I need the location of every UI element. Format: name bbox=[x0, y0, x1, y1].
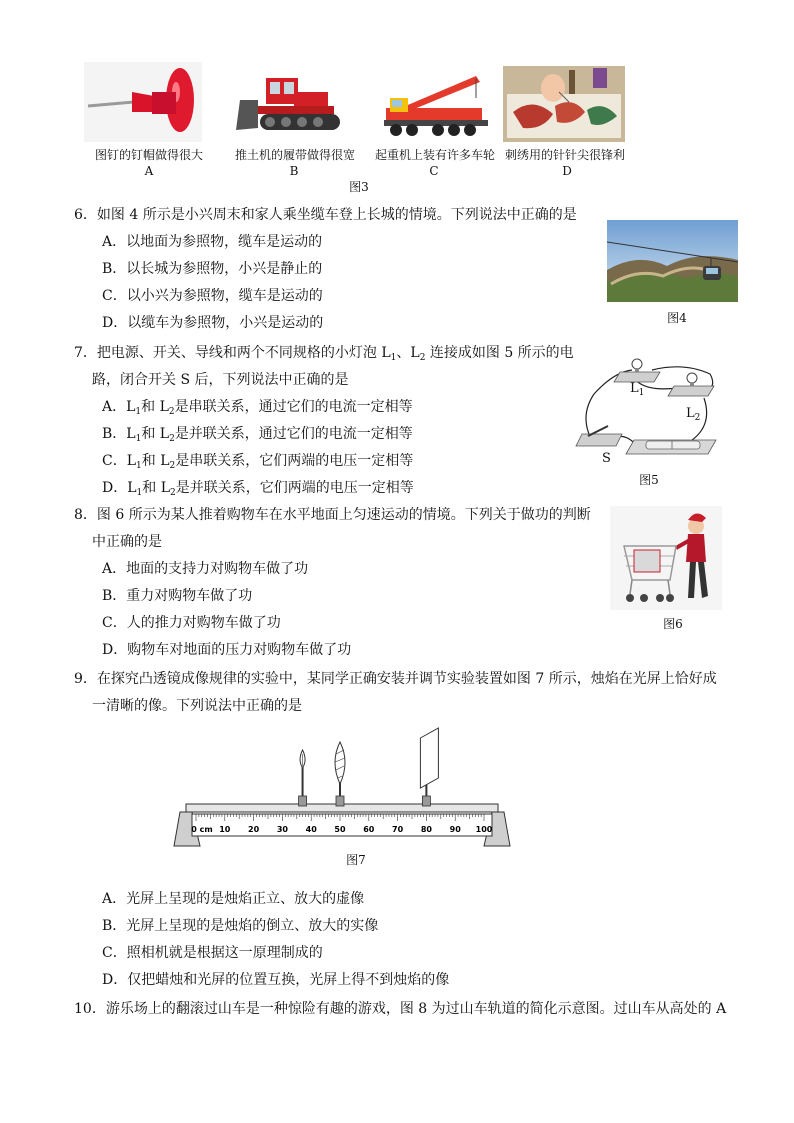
convex-lens bbox=[335, 742, 345, 806]
ruler-label: 100 bbox=[475, 825, 493, 834]
q8-option-a: A．地面的支持力对购物车做了功 bbox=[102, 561, 309, 577]
fig3-caption-c: 起重机上装有许多车轮 bbox=[374, 148, 495, 162]
bulldozer-image bbox=[236, 70, 346, 136]
q6-option-b: B．以长城为参照物，小兴是静止的 bbox=[102, 261, 323, 277]
q8-stem-line2: 中正确的是 bbox=[92, 534, 162, 550]
q6-option-c: C．以小兴为参照物，缆车是运动的 bbox=[102, 288, 323, 304]
q8-option-b: B．重力对购物车做了功 bbox=[102, 588, 253, 604]
ruler-label: 70 bbox=[392, 825, 404, 834]
q6-option-d: D．以缆车为参照物，小兴是运动的 bbox=[102, 315, 324, 331]
fig6-label: 图6 bbox=[663, 617, 683, 631]
q9-option-d: D．仅把蜡烛和光屏的位置互换，光屏上得不到烛焰的像 bbox=[102, 972, 450, 988]
pushpin-image bbox=[84, 62, 202, 142]
ruler-label: 10 bbox=[219, 825, 231, 834]
crane-image bbox=[376, 70, 494, 140]
q9-option-b: B．光屏上呈现的是烛焰的倒立、放大的实像 bbox=[102, 918, 379, 934]
fig3-letter-a: A bbox=[144, 164, 154, 178]
q9-stem-line1: 9．在探究凸透镜成像规律的实验中，某同学正确安装并调节实验装置如图 7 所示，烛焰在光屏上恰好成 bbox=[74, 671, 717, 687]
ruler-label: 50 bbox=[334, 825, 346, 834]
fig5-l2-label: $L_2$ bbox=[686, 406, 701, 423]
q9-option-c: C．照相机就是根据这一原理制成的 bbox=[102, 945, 323, 961]
q8-option-d: D．购物车对地面的压力对购物车做了功 bbox=[102, 642, 352, 658]
fig4-label: 图4 bbox=[667, 311, 687, 325]
fig3-letter-d: D bbox=[562, 164, 572, 178]
fig7-label: 图7 bbox=[346, 853, 366, 867]
q7-option-b: B．$L_1$和 $L_2$是并联关系，通过它们的电流一定相等 bbox=[102, 426, 413, 444]
q7-option-d: D．$L_1$和 $L_2$是并联关系，它们两端的电压一定相等 bbox=[102, 480, 414, 498]
ruler-label: 20 bbox=[248, 825, 260, 834]
fig3-letter-c: C bbox=[429, 164, 439, 178]
ruler-label: 90 bbox=[449, 825, 461, 834]
ruler-label: 30 bbox=[276, 825, 288, 834]
q10-stem: 10．游乐场上的翻滚过山车是一种惊险有趣的游戏，图 8 为过山车轨道的简化示意图。过山车从高处的 A bbox=[74, 1001, 727, 1017]
q9-option-a: A．光屏上呈现的是烛焰正立、放大的虚像 bbox=[102, 891, 365, 907]
q6-option-a: A．以地面为参照物，缆车是运动的 bbox=[102, 234, 323, 250]
q8-option-c: C．人的推力对购物车做了功 bbox=[102, 615, 281, 631]
ruler-label: 0 cm bbox=[191, 825, 213, 834]
light-screen bbox=[420, 728, 438, 806]
ruler-label: 60 bbox=[363, 825, 375, 834]
q7-stem-line2: 路，闭合开关 S 后，下列说法中正确的是 bbox=[92, 372, 349, 388]
fig3-letter-b: B bbox=[289, 164, 299, 178]
cable-car-great-wall-image bbox=[607, 220, 738, 302]
optical-bench-diagram bbox=[172, 724, 512, 850]
fig3-caption-d: 刺绣用的针针尖很锋利 bbox=[504, 148, 625, 162]
q6-stem: 6．如图 4 所示是小兴周末和家人乘坐缆车登上长城的情境。下列说法中正确的是 bbox=[74, 207, 577, 223]
fig3-caption-b: 推土机的履带做得很宽 bbox=[234, 148, 355, 162]
fig5-s-label: S bbox=[602, 451, 611, 466]
q9-stem-line2: 一清晰的像。下列说法中正确的是 bbox=[92, 698, 302, 714]
q7-option-a: A．$L_1$和 $L_2$是串联关系，通过它们的电流一定相等 bbox=[102, 399, 413, 417]
fig3-caption-a: 图钉的钉帽做得很大 bbox=[94, 148, 203, 162]
shopping-cart-image bbox=[610, 506, 722, 610]
ruler-label: 80 bbox=[420, 825, 432, 834]
embroidery-image bbox=[503, 66, 625, 142]
q7-option-c: C．$L_1$和 $L_2$是串联关系，它们两端的电压一定相等 bbox=[102, 453, 414, 471]
ruler-label: 40 bbox=[305, 825, 317, 834]
candle bbox=[299, 750, 307, 806]
fig5-label: 图5 bbox=[639, 473, 659, 487]
q7-stem-line1: 7．把电源、开关、导线和两个不同规格的小灯泡 $L_1$、$L_2$ 连接成如图 5 所示的电 bbox=[74, 345, 574, 363]
fig5-l1-label: $L_1$ bbox=[630, 381, 645, 398]
q8-stem-line1: 8．图 6 所示为某人推着购物车在水平地面上匀速运动的情境。下列关于做功的判断 bbox=[74, 507, 591, 523]
fig3-label: 图3 bbox=[349, 180, 369, 194]
